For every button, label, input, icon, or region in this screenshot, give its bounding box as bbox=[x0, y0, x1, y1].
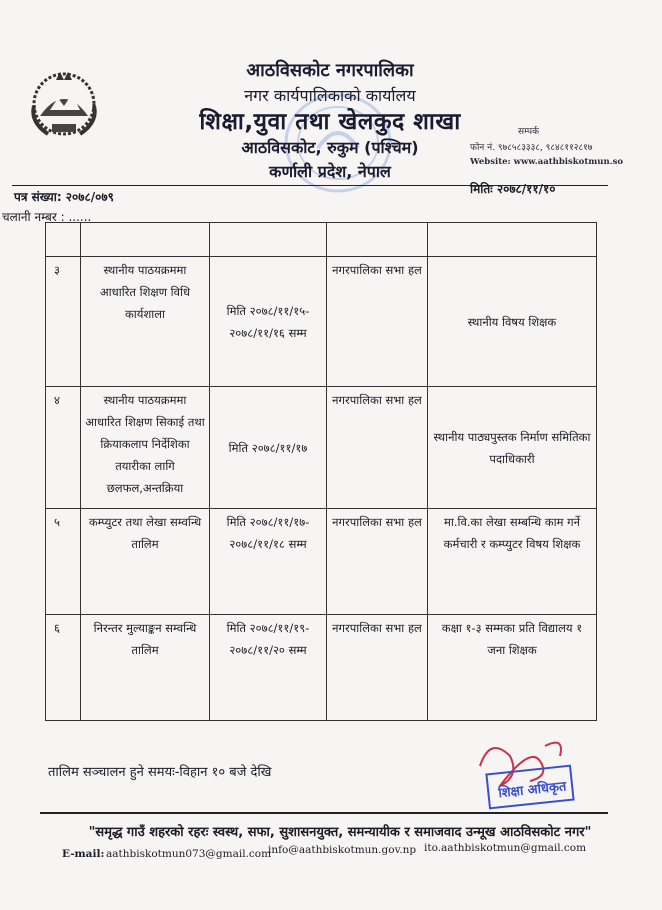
footer-slogan: "समृद्ध गाउँ शहरको रहरः स्वस्थ, सफा, सुशासनयुक्त, समन्यायीक र समाजवाद उन्मूख आठविसकोट नगर" bbox=[88, 825, 592, 840]
office-name: नगर कार्यपालिकाको कार्यालय bbox=[244, 86, 416, 105]
email-info[interactable]: info@aathbiskotmun.gov.np bbox=[268, 844, 417, 856]
table-row bbox=[46, 387, 597, 509]
contact-label: सम्पर्क bbox=[518, 127, 539, 137]
training-participants: स्थानीय पाठ्यपुस्तक निर्माण समितिका पदाधिकारी bbox=[428, 387, 597, 509]
training-date: मिति २०७८/११/१९- २०७८/११/२० सम्म bbox=[210, 615, 327, 721]
nepal-emblem-logo bbox=[26, 62, 102, 142]
training-participants: मा.वि.का लेखा सम्बन्धि काम गर्ने कर्मचारी र कम्प्युटर विषय शिक्षक bbox=[428, 509, 597, 615]
training-venue: नगरपालिका सभा हल bbox=[327, 615, 428, 721]
training-title: स्थानीय पाठयक्रममा आधारित शिक्षण विधि कार्यशाला bbox=[81, 257, 210, 387]
table-row bbox=[46, 615, 597, 721]
dispatch-number: चलानी नम्बर : ...... bbox=[2, 210, 92, 224]
training-participants: कक्षा १-३ सम्मका प्रति विद्यालय १ जना शिक्षक bbox=[428, 615, 597, 721]
training-venue: नगरपालिका सभा हल bbox=[327, 257, 428, 387]
letter-date: मितिः २०७८/११/१० bbox=[470, 182, 556, 196]
training-venue: नगरपालिका सभा हल bbox=[327, 509, 428, 615]
training-title: निरन्तर मुल्याङ्कन सम्वन्धि तालिम bbox=[81, 615, 210, 721]
municipality-name: आठविसकोट नगरपालिका bbox=[246, 60, 414, 81]
phone-number: फोन नं. ९७८५८३३३८, ९८४८११२८१७ bbox=[470, 143, 593, 153]
email-label: E-mail: bbox=[62, 848, 105, 860]
office-address: आठविसकोट, रुकुम (पश्चिम) bbox=[241, 138, 419, 157]
training-date: मिति २०७८/११/१७- २०७८/११/१८ सम्म bbox=[210, 509, 327, 615]
training-date: मिति २०७८/११/१७ bbox=[210, 387, 327, 509]
table-row bbox=[46, 509, 597, 615]
email-ito[interactable]: ito.aathbiskotmun@gmail.com bbox=[424, 842, 587, 854]
training-title: स्थानीय पाठयक्रममा आधारित शिक्षण सिकाई तथा क्रियाकलाप निर्देशिका तयारीका लागि छलफल,अन्तक्रिया bbox=[81, 387, 210, 509]
row-number: ५ bbox=[46, 509, 81, 615]
training-schedule-table bbox=[45, 222, 597, 721]
province-name: कर्णाली प्रदेश, नेपाल bbox=[269, 162, 391, 181]
row-number: ३ bbox=[46, 257, 81, 387]
training-title: कम्प्युटर तथा लेखा सम्वन्धि तालिम bbox=[81, 509, 210, 615]
table-row bbox=[46, 223, 597, 257]
row-number: ६ bbox=[46, 615, 81, 721]
officer-stamp-signature bbox=[470, 726, 590, 816]
training-venue: नगरपालिका सभा हल bbox=[327, 387, 428, 509]
reference-number: पत्र संख्या: २०७८/०७९ bbox=[14, 190, 114, 204]
website-link[interactable]: Website: www.aathbiskotmun.so bbox=[470, 157, 624, 167]
footer-divider bbox=[40, 812, 608, 814]
section-name: शिक्षा,युवा तथा खेलकुद शाखा bbox=[199, 109, 461, 135]
training-date: मिति २०७८/११/१५- २०७८/११/१६ सम्म bbox=[210, 257, 327, 387]
stamp-text: शिक्षा अधिकृत bbox=[497, 779, 568, 802]
table-row bbox=[46, 257, 597, 387]
email-primary[interactable]: aathbiskotmun073@gmail.com bbox=[106, 848, 272, 860]
training-participants: स्थानीय विषय शिक्षक bbox=[428, 257, 597, 387]
training-timing: तालिम सञ्चालन हुने समयः-विहान १० बजे देखि bbox=[48, 765, 272, 780]
row-number: ४ bbox=[46, 387, 81, 509]
